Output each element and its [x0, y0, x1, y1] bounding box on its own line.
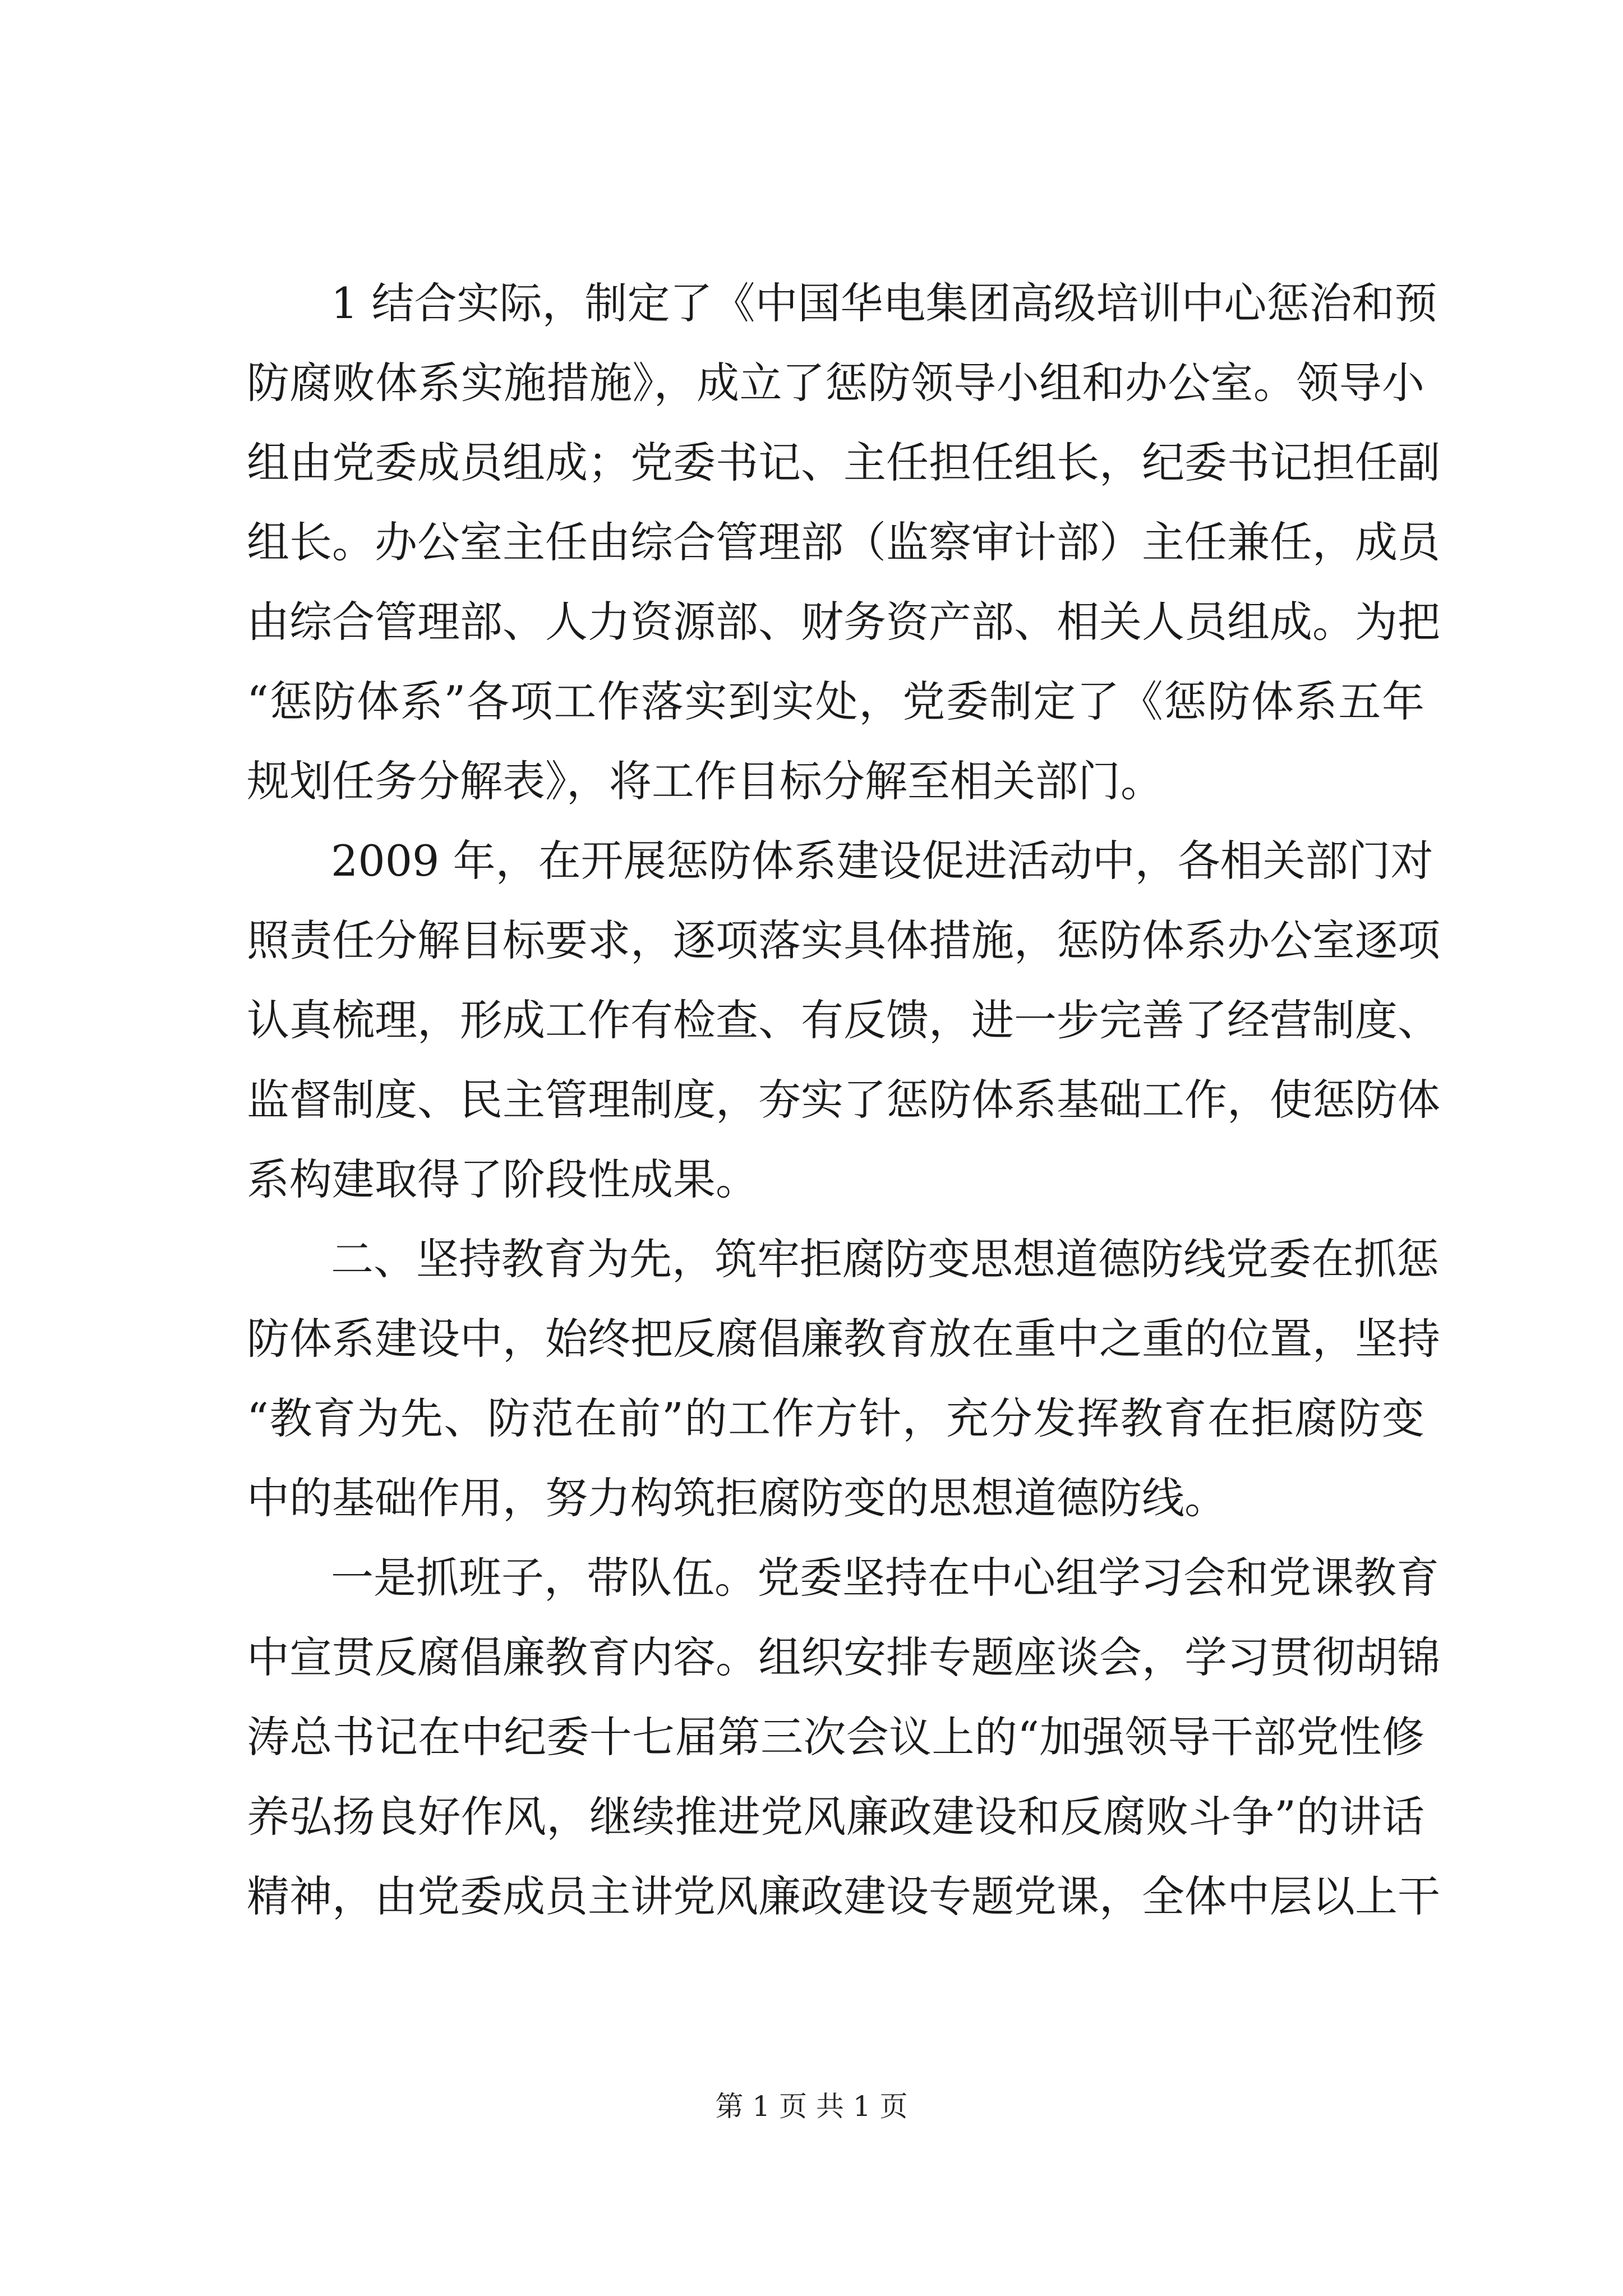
text-line: 防腐败体系实施措施》，成立了惩防领导小组和办公室。领导小 — [247, 358, 1424, 408]
text-line: “教育为先、防范在前”的工作方针，充分发挥教育在拒腐防变 — [247, 1393, 1424, 1443]
text-line: 组由党委成员组成；党委书记、主任担任组长，纪委书记担任副 — [247, 438, 1440, 487]
text-line: 由综合管理部、人力资源部、财务资产部、相关人员组成。为把 — [247, 597, 1440, 647]
text-line: 中的基础作用，努力构筑拒腐防变的思想道德防线。 — [247, 1473, 1227, 1523]
text-line: 二、坚持教育为先，筑牢拒腐防变思想道德防线党委在抓惩 — [331, 1234, 1439, 1284]
text-line: 认真梳理，形成工作有检查、有反馈，进一步完善了经营制度、 — [247, 995, 1440, 1045]
text-line: 防体系建设中，始终把反腐倡廉教育放在重中之重的位置，坚持 — [247, 1314, 1440, 1364]
text-line: “惩防体系”各项工作落实到实处，党委制定了《惩防体系五年 — [247, 677, 1424, 726]
text-line: 涛总书记在中纪委十七届第三次会议上的“加强领导干部党性修 — [247, 1712, 1424, 1762]
text-line: 1 结合实际，制定了《中国华电集团高级培训中心惩治和预 — [331, 278, 1437, 328]
document-body — [247, 264, 1440, 1936]
text-line: 规划任务分解表》，将工作目标分解至相关部门。 — [247, 756, 1163, 806]
text-line: 组长。办公室主任由综合管理部（监察审计部）主任兼任，成员 — [247, 517, 1440, 567]
text-line: 系构建取得了阶段性成果。 — [247, 1154, 758, 1204]
page-footer: 第 1 页 共 1 页 — [715, 2090, 908, 2123]
text-line: 精神，由党委成员主讲党风廉政建设专题党课，全体中层以上干 — [247, 1871, 1440, 1921]
text-line: 中宣贯反腐倡廉教育内容。组织安排专题座谈会，学习贯彻胡锦 — [247, 1632, 1440, 1682]
text-line: 2009 年，在开展惩防体系建设促进活动中，各相关部门对 — [331, 836, 1433, 886]
text-line: 照责任分解目标要求，逐项落实具体措施，惩防体系办公室逐项 — [247, 915, 1440, 965]
text-line: 监督制度、民主管理制度，夯实了惩防体系基础工作，使惩防体 — [247, 1075, 1440, 1125]
text-line: 养弘扬良好作风，继续推进党风廉政建设和反腐败斗争”的讲话 — [247, 1792, 1424, 1842]
text-line: 一是抓班子，带队伍。党委坚持在中心组学习会和党课教育 — [331, 1553, 1439, 1603]
